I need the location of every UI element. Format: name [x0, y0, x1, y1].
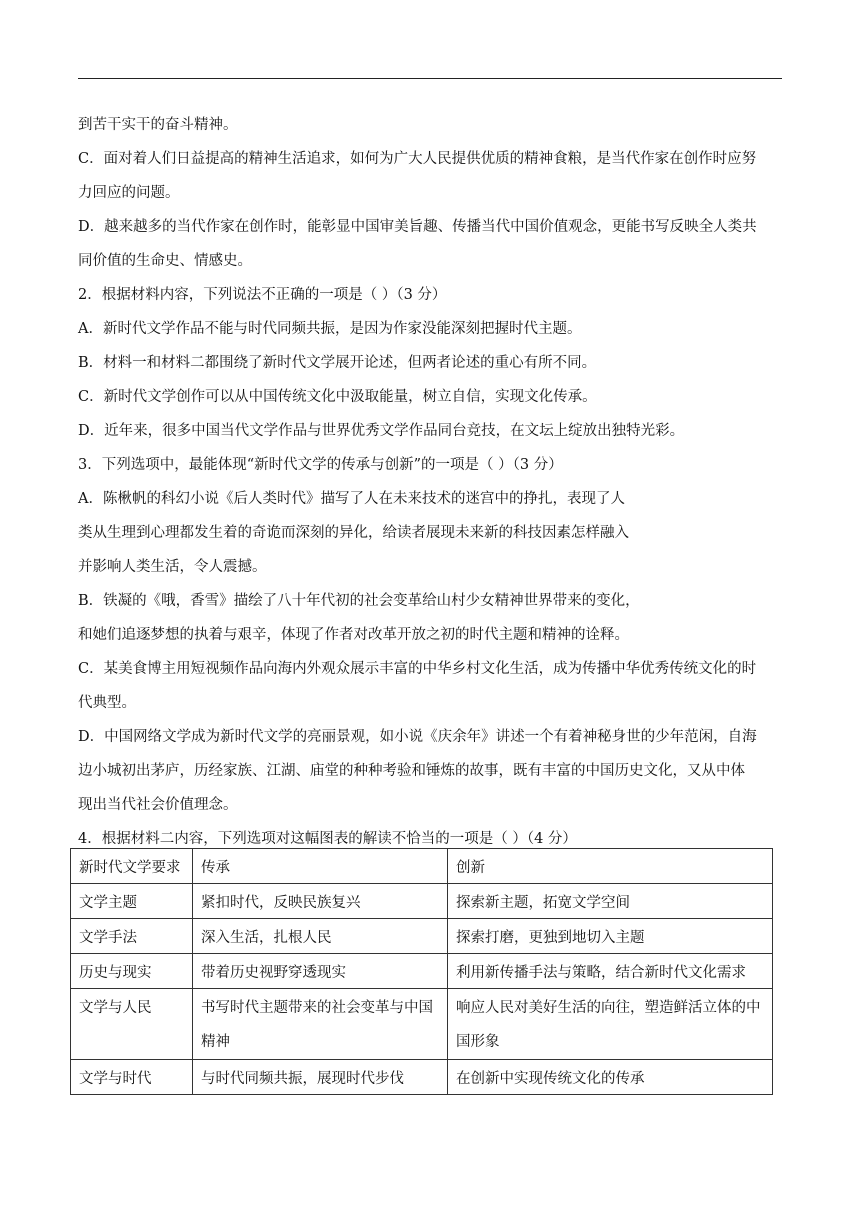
question-3-stem: 3．下列选项中，最能体现“新时代文学的传承与创新”的一项是（ ）（3 分） — [78, 457, 563, 473]
q3-option-c: C．某美食博主用短视频作品向海内外观众展示丰富的中华乡村文化生活，成为传播中华优秀传统文化的时 — [78, 661, 757, 677]
table-cell: 紧扣时代，反映民族复兴 — [193, 884, 448, 919]
table-row — [71, 1060, 773, 1095]
text-line: 力回应的问题。 — [78, 185, 180, 201]
text-line: 现出当代社会价值理念。 — [78, 797, 238, 813]
table-cell: 利用新传播手法与策略，结合新时代文化需求 — [448, 954, 773, 989]
table-header-cell: 创新 — [448, 849, 773, 884]
table-row — [71, 954, 773, 989]
table-cell: 文学与人民 — [71, 989, 193, 1060]
question-text — [78, 108, 788, 856]
table-cell: 文学与时代 — [71, 1060, 193, 1095]
table-cell: 文学主题 — [71, 884, 193, 919]
question-4-stem: 4．根据材料二内容，下列选项对这幅图表的解读不恰当的一项是（ ）（4 分） — [78, 831, 577, 847]
table-row — [71, 989, 773, 1060]
text-line: 边小城初出茅庐，历经家族、江湖、庙堂的种种考验和锤炼的故事，既有丰富的中国历史文化，又从中体 — [78, 763, 745, 779]
text-line: 类从生理到心理都发生着的奇诡而深刻的异化，给读者展现未来新的科技因素怎样融入 — [78, 525, 629, 541]
q2-option-c: C．新时代文学创作可以从中国传统文化中汲取能量，树立自信，实现文化传承。 — [78, 389, 597, 405]
table-cell: 与时代同频共振，展现时代步伐 — [193, 1060, 448, 1095]
option-d-line: D．越来越多的当代作家在创作时，能彰显中国审美旨趣、传播当代中国价值观念，更能书写反映全人类共 — [78, 219, 757, 235]
text-line: 和她们追逐梦想的执着与艰辛，体现了作者对改革开放之初的时代主题和精神的诠释。 — [78, 627, 629, 643]
table-cell: 带着历史视野穿透现实 — [193, 954, 448, 989]
text-line: 代典型。 — [78, 695, 136, 711]
table-header-cell: 传承 — [193, 849, 448, 884]
table-cell: 探索打磨，更独到地切入主题 — [448, 919, 773, 954]
table-cell: 文学手法 — [71, 919, 193, 954]
header-rule — [78, 78, 782, 79]
table-cell: 在创新中实现传统文化的传承 — [448, 1060, 773, 1095]
question-2-stem: 2．根据材料内容，下列说法不正确的一项是（ ）（3 分） — [78, 287, 447, 303]
q3-option-d: D．中国网络文学成为新时代文学的亮丽景观，如小说《庆余年》讲述一个有着神秘身世的少年范闲，自海 — [78, 729, 757, 745]
q2-option-a: A．新时代文学作品不能与时代同频共振，是因为作家没能深刻把握时代主题。 — [78, 321, 582, 337]
q3-option-a: A．陈楸帆的科幻小说《后人类时代》描写了人在未来技术的迷宫中的挣扎，表现了人 — [78, 491, 625, 507]
q2-option-d: D．近年来，很多中国当代文学作品与世界优秀文学作品同台竞技，在文坛上绽放出独特光彩。 — [78, 423, 685, 439]
table-cell: 响应人民对美好生活的向往，塑造鲜活立体的中国形象 — [448, 989, 773, 1060]
literature-table — [70, 848, 773, 1095]
table-row — [71, 884, 773, 919]
q2-option-b: B．材料一和材料二都围绕了新时代文学展开论述，但两者论述的重心有所不同。 — [78, 355, 597, 371]
table-header-row — [71, 849, 773, 884]
table-header-cell: 新时代文学要求 — [71, 849, 193, 884]
table-cell: 书写时代主题带来的社会变革与中国精神 — [193, 989, 448, 1060]
table-cell: 深入生活，扎根人民 — [193, 919, 448, 954]
text-line: 并影响人类生活，令人震撼。 — [78, 559, 267, 575]
text-line: 到苦干实干的奋斗精神。 — [78, 117, 238, 133]
table-cell: 探索新主题，拓宽文学空间 — [448, 884, 773, 919]
table-cell: 历史与现实 — [71, 954, 193, 989]
text-line: 同价值的生命史、情感史。 — [78, 253, 252, 269]
option-c-line: C．面对着人们日益提高的精神生活追求，如何为广大人民提供优质的精神食粮，是当代作家在创作时应努 — [78, 151, 757, 167]
q3-option-b: B．铁凝的《哦，香雪》描绘了八十年代初的社会变革给山村少女精神世界带来的变化， — [78, 593, 640, 609]
table-row — [71, 919, 773, 954]
